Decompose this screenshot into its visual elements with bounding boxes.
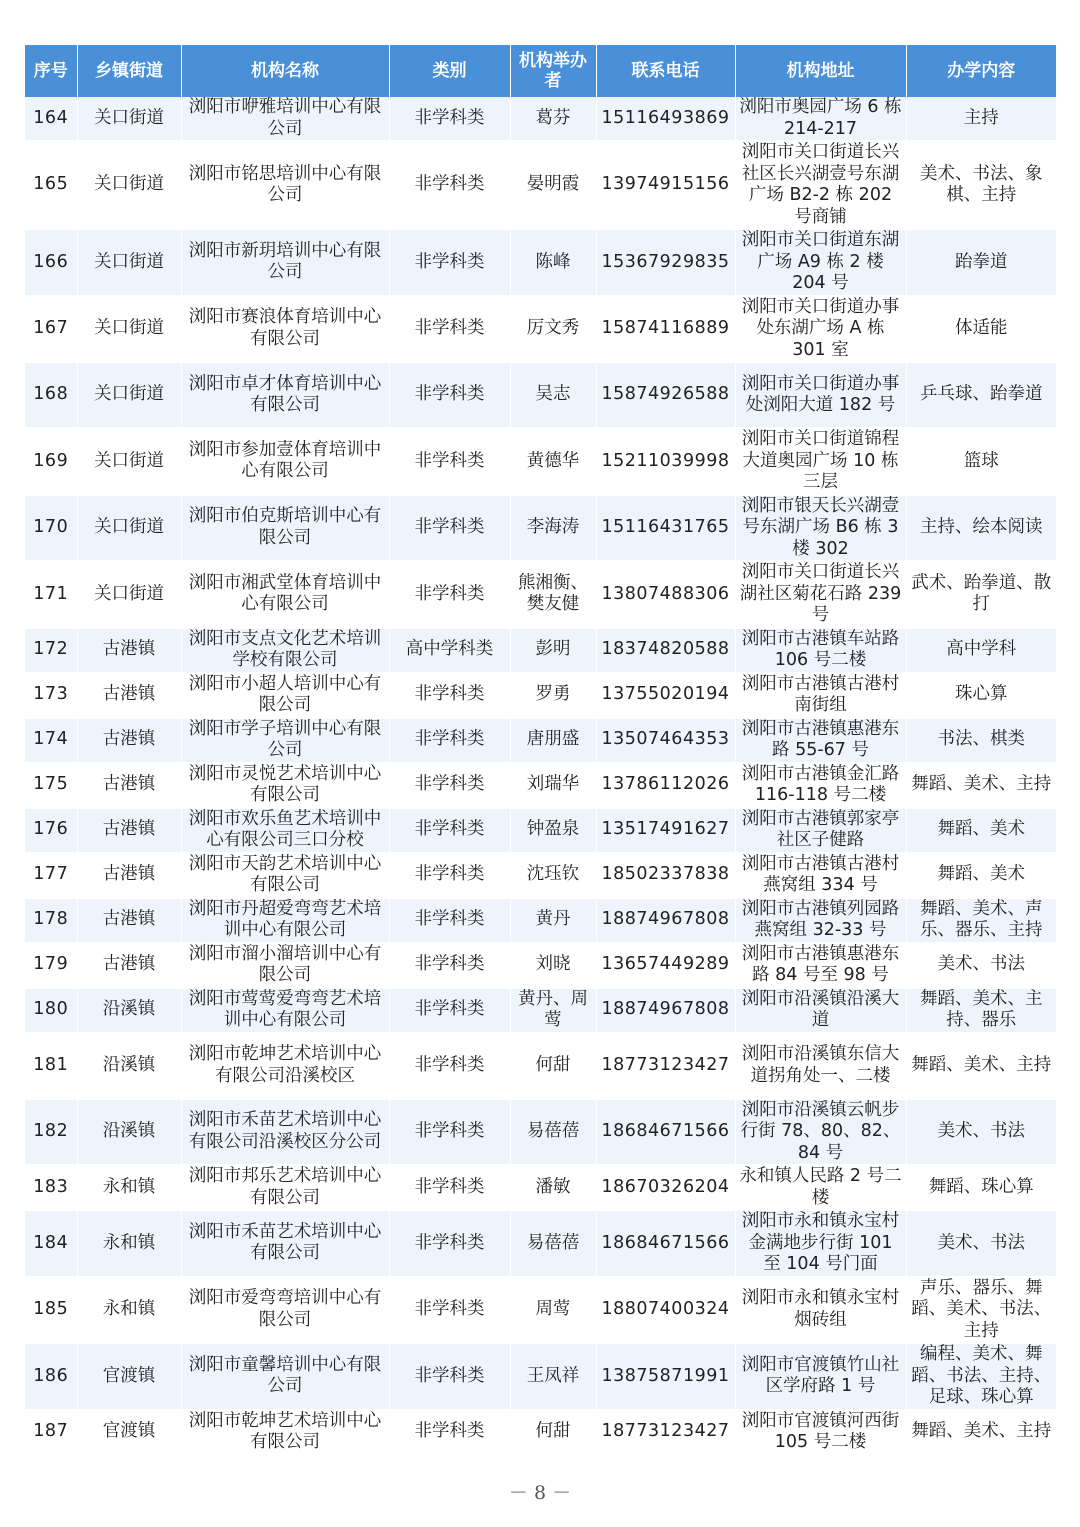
cell-phone: 15116493869 bbox=[596, 97, 735, 141]
cell-address: 浏阳市沿溪镇东信大道拐角处一、二楼 bbox=[735, 1033, 906, 1099]
cell-org-name: 浏阳市天韵艺术培训中心有限公司 bbox=[181, 853, 389, 898]
cell-phone: 13875871991 bbox=[596, 1343, 735, 1410]
cell-address: 浏阳市关口街道办事处东湖广场 A 栋 301 室 bbox=[735, 296, 906, 363]
cell-org-name: 浏阳市新玥培训中心有限公司 bbox=[181, 229, 389, 296]
cell-town: 古港镇 bbox=[77, 943, 181, 988]
header-org-name: 机构名称 bbox=[181, 45, 389, 97]
cell-content: 主持、绘本阅读 bbox=[906, 495, 1056, 562]
cell-org-name: 浏阳市学子培训中心有限公司 bbox=[181, 718, 389, 763]
cell-address: 浏阳市永和镇永宝村烟砖组 bbox=[735, 1277, 906, 1344]
cell-org-name: 浏阳市支点文化艺术培训学校有限公司 bbox=[181, 628, 389, 673]
header-organizer: 机构举办者 bbox=[510, 45, 596, 97]
cell-index: 169 bbox=[25, 428, 77, 495]
cell-organizer: 厉文秀 bbox=[510, 296, 596, 363]
cell-category: 非学科类 bbox=[389, 561, 510, 628]
cell-organizer: 沈珏钦 bbox=[510, 853, 596, 898]
cell-town: 古港镇 bbox=[77, 808, 181, 853]
cell-index: 186 bbox=[25, 1343, 77, 1410]
cell-index: 176 bbox=[25, 808, 77, 853]
cell-phone: 15367929835 bbox=[596, 229, 735, 296]
cell-category: 非学科类 bbox=[389, 1210, 510, 1277]
cell-org-name: 浏阳市参加壹体育培训中心有限公司 bbox=[181, 428, 389, 495]
cell-index: 170 bbox=[25, 495, 77, 562]
table-row bbox=[25, 1277, 1056, 1344]
table-row bbox=[25, 1033, 1056, 1099]
cell-content: 主持 bbox=[906, 97, 1056, 141]
cell-index: 184 bbox=[25, 1210, 77, 1277]
cell-address: 浏阳市官渡镇竹山社区学府路 1 号 bbox=[735, 1343, 906, 1410]
cell-category: 非学科类 bbox=[389, 1099, 510, 1166]
table-row bbox=[25, 1410, 1056, 1455]
cell-address: 浏阳市奥园广场 6 栋 214-217 bbox=[735, 97, 906, 141]
cell-phone: 18874967808 bbox=[596, 898, 735, 943]
cell-phone: 13507464353 bbox=[596, 718, 735, 763]
cell-address: 浏阳市关口街道东湖广场 A9 栋 2 楼 204 号 bbox=[735, 229, 906, 296]
table-row bbox=[25, 1099, 1056, 1166]
cell-category: 非学科类 bbox=[389, 97, 510, 141]
table-row bbox=[25, 988, 1056, 1033]
cell-organizer: 易蓓蓓 bbox=[510, 1099, 596, 1166]
cell-index: 187 bbox=[25, 1410, 77, 1455]
cell-org-name: 浏阳市莺莺爱弯弯艺术培训中心有限公司 bbox=[181, 988, 389, 1033]
cell-address: 浏阳市官渡镇河西街 105 号二楼 bbox=[735, 1410, 906, 1455]
cell-organizer: 刘晓 bbox=[510, 943, 596, 988]
cell-organizer: 葛芬 bbox=[510, 97, 596, 141]
table-row bbox=[25, 1210, 1056, 1277]
cell-address: 浏阳市银天长兴湖壹号东湖广场 B6 栋 3 楼 302 bbox=[735, 495, 906, 562]
cell-category: 非学科类 bbox=[389, 898, 510, 943]
table-row bbox=[25, 763, 1056, 808]
cell-phone: 18807400324 bbox=[596, 1277, 735, 1344]
cell-index: 177 bbox=[25, 853, 77, 898]
cell-organizer: 唐朋盛 bbox=[510, 718, 596, 763]
table-row bbox=[25, 561, 1056, 628]
cell-phone: 18773123427 bbox=[596, 1033, 735, 1099]
cell-category: 非学科类 bbox=[389, 141, 510, 229]
cell-town: 古港镇 bbox=[77, 853, 181, 898]
cell-content: 舞蹈、美术、主持 bbox=[906, 1033, 1056, 1099]
cell-organizer: 晏明霞 bbox=[510, 141, 596, 229]
cell-category: 非学科类 bbox=[389, 1343, 510, 1410]
cell-org-name: 浏阳市乾坤艺术培训中心有限公司沿溪校区 bbox=[181, 1033, 389, 1099]
header-category: 类别 bbox=[389, 45, 510, 97]
cell-category: 非学科类 bbox=[389, 1277, 510, 1344]
cell-org-name: 浏阳市乾坤艺术培训中心有限公司 bbox=[181, 1410, 389, 1455]
cell-content: 美术、书法、象棋、主持 bbox=[906, 141, 1056, 229]
cell-organizer: 何甜 bbox=[510, 1033, 596, 1099]
table-row bbox=[25, 1343, 1056, 1410]
cell-organizer: 陈峰 bbox=[510, 229, 596, 296]
cell-address: 浏阳市关口街道办事处浏阳大道 182 号 bbox=[735, 362, 906, 428]
page-number: － 8 － bbox=[508, 1482, 572, 1504]
cell-organizer: 王凤祥 bbox=[510, 1343, 596, 1410]
cell-address: 浏阳市关口街道长兴湖社区菊花石路 239 号 bbox=[735, 561, 906, 628]
cell-content: 舞蹈、美术 bbox=[906, 808, 1056, 853]
cell-index: 165 bbox=[25, 141, 77, 229]
cell-phone: 18773123427 bbox=[596, 1410, 735, 1455]
cell-content: 篮球 bbox=[906, 428, 1056, 495]
cell-index: 182 bbox=[25, 1099, 77, 1166]
cell-phone: 18684671566 bbox=[596, 1099, 735, 1166]
cell-organizer: 潘敏 bbox=[510, 1165, 596, 1210]
cell-town: 关口街道 bbox=[77, 495, 181, 562]
cell-organizer: 钟盈泉 bbox=[510, 808, 596, 853]
table-row bbox=[25, 97, 1056, 141]
cell-content: 高中学科 bbox=[906, 628, 1056, 673]
table-row bbox=[25, 673, 1056, 718]
table-row bbox=[25, 362, 1056, 428]
cell-org-name: 浏阳市灵悦艺术培训中心有限公司 bbox=[181, 763, 389, 808]
cell-category: 非学科类 bbox=[389, 763, 510, 808]
cell-index: 185 bbox=[25, 1277, 77, 1344]
cell-address: 浏阳市古港镇惠港东路 55-67 号 bbox=[735, 718, 906, 763]
cell-town: 古港镇 bbox=[77, 718, 181, 763]
cell-phone: 13755020194 bbox=[596, 673, 735, 718]
cell-phone: 13517491627 bbox=[596, 808, 735, 853]
cell-index: 167 bbox=[25, 296, 77, 363]
cell-address: 浏阳市关口街道长兴社区长兴湖壹号东湖广场 B2-2 栋 202 号商铺 bbox=[735, 141, 906, 229]
cell-phone: 13974915156 bbox=[596, 141, 735, 229]
cell-phone: 15874926588 bbox=[596, 362, 735, 428]
table-row bbox=[25, 718, 1056, 763]
cell-phone: 13657449289 bbox=[596, 943, 735, 988]
cell-organizer: 黄德华 bbox=[510, 428, 596, 495]
cell-phone: 18374820588 bbox=[596, 628, 735, 673]
cell-phone: 15116431765 bbox=[596, 495, 735, 562]
cell-org-name: 浏阳市禾苗艺术培训中心有限公司 bbox=[181, 1210, 389, 1277]
cell-town: 关口街道 bbox=[77, 561, 181, 628]
cell-index: 174 bbox=[25, 718, 77, 763]
institution-table bbox=[25, 45, 1056, 1456]
cell-org-name: 浏阳市欢乐鱼艺术培训中心有限公司三口分校 bbox=[181, 808, 389, 853]
cell-category: 非学科类 bbox=[389, 428, 510, 495]
cell-content: 声乐、器乐、舞蹈、美术、书法、主持 bbox=[906, 1277, 1056, 1344]
cell-content: 舞蹈、珠心算 bbox=[906, 1165, 1056, 1210]
cell-address: 浏阳市古港镇古港村燕窝组 334 号 bbox=[735, 853, 906, 898]
cell-organizer: 何甜 bbox=[510, 1410, 596, 1455]
table-row bbox=[25, 296, 1056, 363]
cell-index: 166 bbox=[25, 229, 77, 296]
cell-org-name: 浏阳市铭思培训中心有限公司 bbox=[181, 141, 389, 229]
cell-content: 舞蹈、美术、主持、器乐 bbox=[906, 988, 1056, 1033]
cell-address: 浏阳市沿溪镇沿溪大道 bbox=[735, 988, 906, 1033]
header-content: 办学内容 bbox=[906, 45, 1056, 97]
cell-organizer: 李海涛 bbox=[510, 495, 596, 562]
cell-town: 关口街道 bbox=[77, 362, 181, 428]
cell-town: 永和镇 bbox=[77, 1277, 181, 1344]
cell-address: 浏阳市永和镇永宝村金满地步行街 101 至 104 号门面 bbox=[735, 1210, 906, 1277]
cell-category: 非学科类 bbox=[389, 808, 510, 853]
cell-town: 关口街道 bbox=[77, 229, 181, 296]
table-row bbox=[25, 943, 1056, 988]
cell-org-name: 浏阳市爱弯弯培训中心有限公司 bbox=[181, 1277, 389, 1344]
cell-org-name: 浏阳市邦乐艺术培训中心有限公司 bbox=[181, 1165, 389, 1210]
cell-organizer: 易蓓蓓 bbox=[510, 1210, 596, 1277]
cell-organizer: 熊湘衡、樊友健 bbox=[510, 561, 596, 628]
cell-organizer: 吴志 bbox=[510, 362, 596, 428]
cell-category: 非学科类 bbox=[389, 1410, 510, 1455]
cell-category: 非学科类 bbox=[389, 362, 510, 428]
cell-category: 非学科类 bbox=[389, 296, 510, 363]
cell-town: 官渡镇 bbox=[77, 1410, 181, 1455]
cell-org-name: 浏阳市童馨培训中心有限公司 bbox=[181, 1343, 389, 1410]
cell-organizer: 罗勇 bbox=[510, 673, 596, 718]
cell-phone: 15874116889 bbox=[596, 296, 735, 363]
cell-address: 浏阳市关口街道锦程大道奥园广场 10 栋三层 bbox=[735, 428, 906, 495]
cell-town: 古港镇 bbox=[77, 673, 181, 718]
cell-content: 舞蹈、美术、主持 bbox=[906, 763, 1056, 808]
cell-index: 173 bbox=[25, 673, 77, 718]
cell-category: 非学科类 bbox=[389, 495, 510, 562]
cell-org-name: 浏阳市丹超爱弯弯艺术培训中心有限公司 bbox=[181, 898, 389, 943]
cell-phone: 13786112026 bbox=[596, 763, 735, 808]
cell-category: 非学科类 bbox=[389, 988, 510, 1033]
table-body bbox=[25, 97, 1056, 1455]
cell-address: 浏阳市沿溪镇云帆步行街 78、80、82、84 号 bbox=[735, 1099, 906, 1166]
header-index: 序号 bbox=[25, 45, 77, 97]
cell-org-name: 浏阳市禾苗艺术培训中心有限公司沿溪校区分公司 bbox=[181, 1099, 389, 1166]
cell-phone: 18670326204 bbox=[596, 1165, 735, 1210]
cell-category: 非学科类 bbox=[389, 1165, 510, 1210]
cell-content: 美术、书法 bbox=[906, 1099, 1056, 1166]
cell-index: 183 bbox=[25, 1165, 77, 1210]
table-row bbox=[25, 229, 1056, 296]
cell-content: 体适能 bbox=[906, 296, 1056, 363]
table-header-row bbox=[25, 45, 1056, 97]
table-row bbox=[25, 428, 1056, 495]
cell-content: 舞蹈、美术、主持 bbox=[906, 1410, 1056, 1455]
cell-town: 关口街道 bbox=[77, 97, 181, 141]
cell-org-name: 浏阳市咿雅培训中心有限公司 bbox=[181, 97, 389, 141]
cell-category: 非学科类 bbox=[389, 718, 510, 763]
cell-index: 171 bbox=[25, 561, 77, 628]
cell-content: 武术、跆拳道、散打 bbox=[906, 561, 1056, 628]
cell-phone: 15211039998 bbox=[596, 428, 735, 495]
cell-town: 沿溪镇 bbox=[77, 1033, 181, 1099]
cell-org-name: 浏阳市溜小溜培训中心有限公司 bbox=[181, 943, 389, 988]
cell-town: 关口街道 bbox=[77, 296, 181, 363]
cell-index: 178 bbox=[25, 898, 77, 943]
cell-content: 编程、美术、舞蹈、书法、主持、足球、珠心算 bbox=[906, 1343, 1056, 1410]
cell-category: 非学科类 bbox=[389, 229, 510, 296]
cell-index: 179 bbox=[25, 943, 77, 988]
cell-organizer: 周莺 bbox=[510, 1277, 596, 1344]
cell-town: 古港镇 bbox=[77, 763, 181, 808]
cell-organizer: 彭明 bbox=[510, 628, 596, 673]
cell-town: 官渡镇 bbox=[77, 1343, 181, 1410]
table-row bbox=[25, 141, 1056, 229]
cell-content: 美术、书法 bbox=[906, 1210, 1056, 1277]
cell-content: 乒乓球、跆拳道 bbox=[906, 362, 1056, 428]
cell-organizer: 黄丹 bbox=[510, 898, 596, 943]
cell-category: 非学科类 bbox=[389, 943, 510, 988]
cell-organizer: 黄丹、周莺 bbox=[510, 988, 596, 1033]
cell-index: 172 bbox=[25, 628, 77, 673]
header-phone: 联系电话 bbox=[596, 45, 735, 97]
cell-org-name: 浏阳市伯克斯培训中心有限公司 bbox=[181, 495, 389, 562]
cell-index: 175 bbox=[25, 763, 77, 808]
cell-phone: 18874967808 bbox=[596, 988, 735, 1033]
cell-category: 非学科类 bbox=[389, 673, 510, 718]
cell-content: 跆拳道 bbox=[906, 229, 1056, 296]
table-row bbox=[25, 1165, 1056, 1210]
cell-category: 高中学科类 bbox=[389, 628, 510, 673]
cell-address: 永和镇人民路 2 号二楼 bbox=[735, 1165, 906, 1210]
cell-town: 古港镇 bbox=[77, 898, 181, 943]
cell-phone: 13807488306 bbox=[596, 561, 735, 628]
cell-index: 181 bbox=[25, 1033, 77, 1099]
cell-content: 舞蹈、美术、声乐、器乐、主持 bbox=[906, 898, 1056, 943]
cell-org-name: 浏阳市赛浪体育培训中心有限公司 bbox=[181, 296, 389, 363]
cell-address: 浏阳市古港镇古港村南街组 bbox=[735, 673, 906, 718]
cell-index: 168 bbox=[25, 362, 77, 428]
cell-organizer: 刘瑞华 bbox=[510, 763, 596, 808]
cell-category: 非学科类 bbox=[389, 853, 510, 898]
cell-category: 非学科类 bbox=[389, 1033, 510, 1099]
cell-org-name: 浏阳市卓才体育培训中心有限公司 bbox=[181, 362, 389, 428]
cell-town: 沿溪镇 bbox=[77, 1099, 181, 1166]
table-row bbox=[25, 495, 1056, 562]
cell-index: 164 bbox=[25, 97, 77, 141]
cell-address: 浏阳市古港镇列园路燕窝组 32-33 号 bbox=[735, 898, 906, 943]
cell-address: 浏阳市古港镇郭家亭社区子健路 bbox=[735, 808, 906, 853]
cell-town: 关口街道 bbox=[77, 141, 181, 229]
cell-org-name: 浏阳市湘武堂体育培训中心有限公司 bbox=[181, 561, 389, 628]
cell-phone: 18684671566 bbox=[596, 1210, 735, 1277]
cell-phone: 18502337838 bbox=[596, 853, 735, 898]
cell-town: 沿溪镇 bbox=[77, 988, 181, 1033]
cell-org-name: 浏阳市小超人培训中心有限公司 bbox=[181, 673, 389, 718]
table-row bbox=[25, 808, 1056, 853]
header-town: 乡镇街道 bbox=[77, 45, 181, 97]
header-address: 机构地址 bbox=[735, 45, 906, 97]
cell-index: 180 bbox=[25, 988, 77, 1033]
cell-address: 浏阳市古港镇金汇路 116-118 号二楼 bbox=[735, 763, 906, 808]
cell-content: 舞蹈、美术 bbox=[906, 853, 1056, 898]
cell-content: 珠心算 bbox=[906, 673, 1056, 718]
cell-town: 古港镇 bbox=[77, 628, 181, 673]
cell-town: 关口街道 bbox=[77, 428, 181, 495]
cell-town: 永和镇 bbox=[77, 1210, 181, 1277]
cell-content: 书法、棋类 bbox=[906, 718, 1056, 763]
cell-town: 永和镇 bbox=[77, 1165, 181, 1210]
cell-content: 美术、书法 bbox=[906, 943, 1056, 988]
table-row bbox=[25, 898, 1056, 943]
table-row bbox=[25, 628, 1056, 673]
cell-address: 浏阳市古港镇惠港东路 84 号至 98 号 bbox=[735, 943, 906, 988]
table-row bbox=[25, 853, 1056, 898]
cell-address: 浏阳市古港镇车站路 106 号二楼 bbox=[735, 628, 906, 673]
